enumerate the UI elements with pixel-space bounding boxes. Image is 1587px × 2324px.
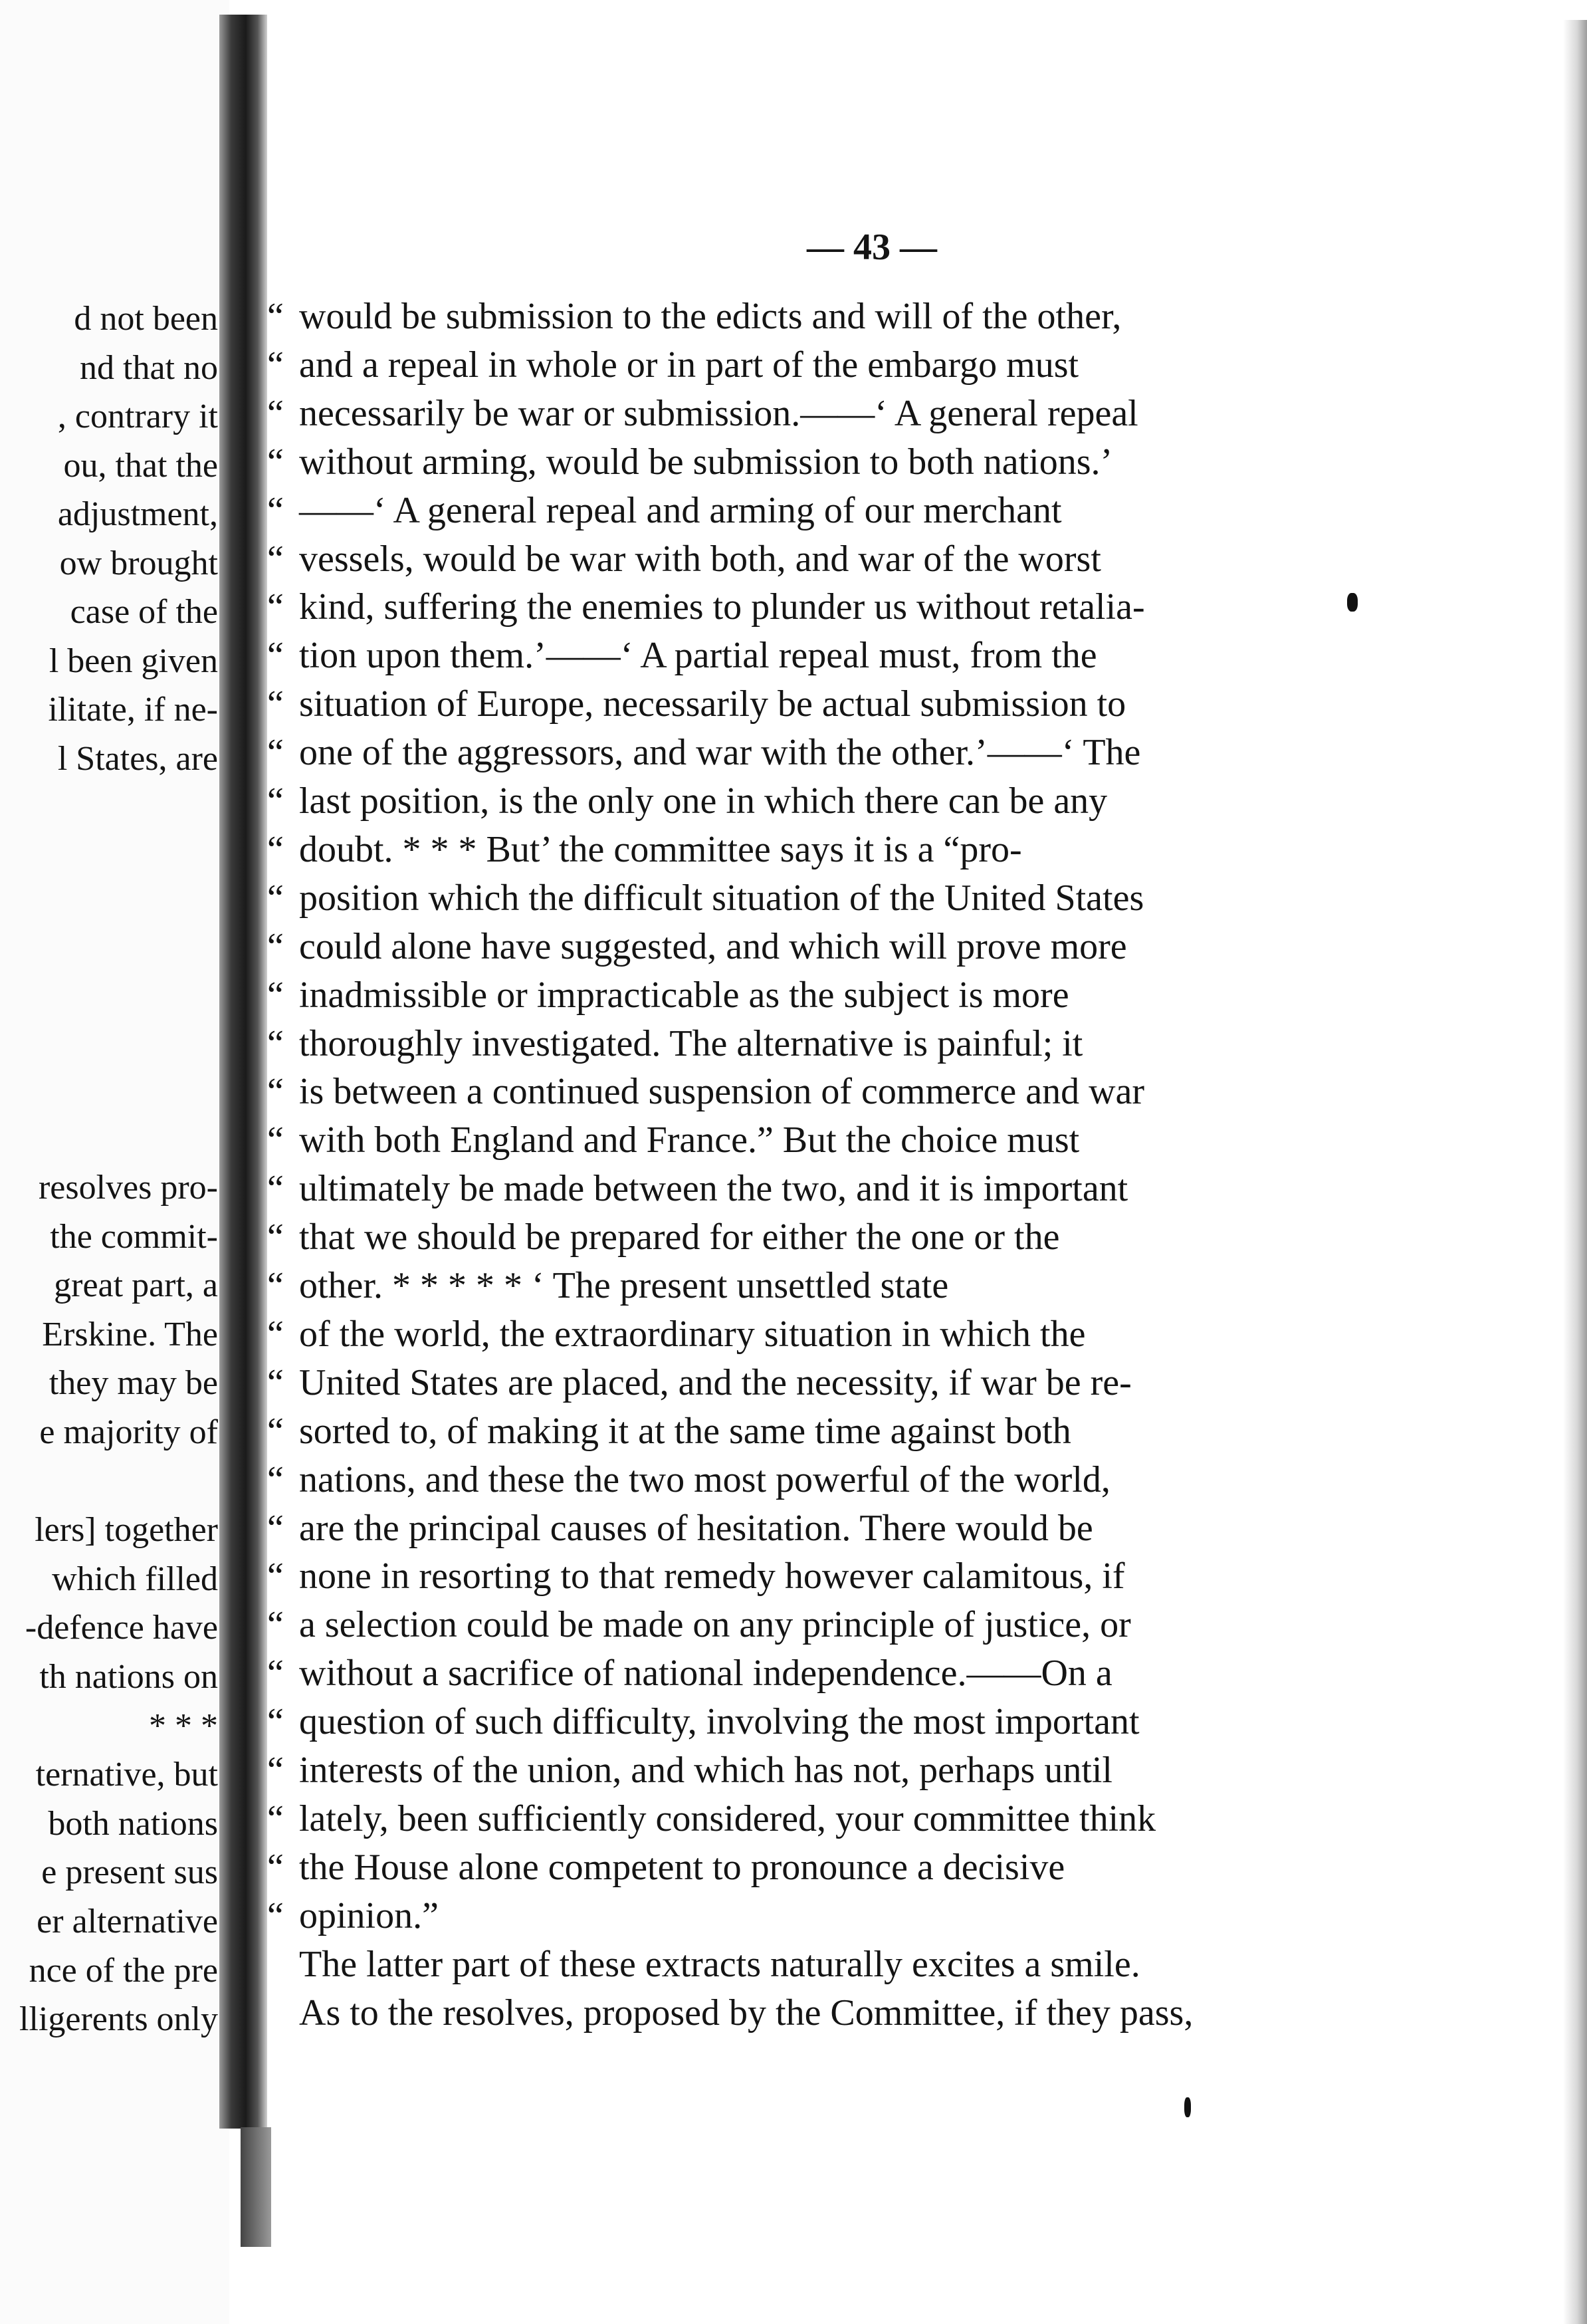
facing-page-line: th nations on: [39, 1658, 218, 1696]
text-line: [267, 680, 1291, 728]
quote-mark: “: [267, 1846, 284, 1888]
text-line: [267, 1359, 1291, 1407]
text-line: [267, 1649, 1291, 1697]
line-text: would be submission to the edicts and will of the other,: [299, 296, 1122, 337]
text-line: [267, 1940, 1291, 1988]
quote-mark: “: [267, 1217, 284, 1258]
text-line: [267, 1068, 1291, 1115]
facing-page-line: adjustment,: [57, 495, 218, 533]
line-text: last position, is the only one in which there can be any: [299, 780, 1108, 822]
text-line: [267, 1746, 1291, 1794]
text-line: [267, 1552, 1291, 1600]
facing-page-line: d not been: [74, 300, 218, 338]
line-text: one of the aggressors, and war with the other.’——‘ The: [299, 732, 1141, 774]
quote-mark: “: [267, 1458, 284, 1500]
facing-page-line: case of the: [70, 593, 218, 631]
text-line: [267, 632, 1291, 679]
facing-page: [0, 0, 229, 2324]
quote-mark: “: [267, 1313, 284, 1355]
line-text: other. * * * * * ‘ The present unsettled state: [299, 1265, 949, 1306]
page-number: — 43 —: [807, 227, 937, 268]
text-line: [267, 1504, 1291, 1552]
text-line: [267, 1601, 1291, 1649]
text-line: [267, 874, 1291, 922]
quote-mark: “: [267, 877, 284, 919]
book-gutter-shadow: [219, 15, 267, 2129]
quote-mark: “: [267, 489, 284, 531]
text-line: [267, 1795, 1291, 1843]
line-text: doubt. * * * But’ the committee says it is a “pro-: [299, 828, 1022, 870]
facing-page-line: Erskine. The: [42, 1315, 218, 1353]
text-line: [267, 777, 1291, 825]
quote-mark: “: [267, 1361, 284, 1403]
line-text: ultimately be made between the two, and it is important: [299, 1168, 1128, 1210]
line-text: vessels, would be war with both, and war of the worst: [299, 538, 1101, 580]
quote-mark: “: [267, 925, 284, 967]
facing-page-line: the commit-: [50, 1217, 218, 1256]
facing-page-line: which filled: [52, 1560, 218, 1598]
facing-page-line: -defence have: [25, 1609, 218, 1647]
text-line: [267, 341, 1291, 389]
text-line: [267, 1843, 1291, 1891]
text-line: [267, 971, 1291, 1019]
line-text: interests of the union, and which has not, perhaps until: [299, 1750, 1112, 1791]
page-edge-shadow: [1563, 20, 1587, 2324]
quote-mark: “: [267, 1701, 284, 1743]
line-text: question of such difficulty, involving the most important: [299, 1701, 1140, 1743]
quote-mark: “: [267, 441, 284, 483]
quote-mark: “: [267, 1168, 284, 1210]
text-line: [267, 1165, 1291, 1213]
quote-mark: “: [267, 586, 284, 628]
facing-page-line: nce of the pre: [29, 1951, 218, 1990]
quote-mark: “: [267, 1604, 284, 1646]
text-line: [267, 1892, 1291, 1940]
facing-page-line: lers] together: [35, 1511, 218, 1550]
line-text: that we should be prepared for either the one or the: [299, 1217, 1060, 1258]
facing-page-line: e present sus: [41, 1853, 218, 1892]
facing-page-line: ilitate, if ne-: [48, 691, 218, 729]
text-line: [267, 292, 1291, 340]
line-text: a selection could be made on any principle of justice, or: [299, 1604, 1131, 1646]
facing-page-line: ou, that the: [63, 446, 218, 485]
line-text: United States are placed, and the necessity, if war be re-: [299, 1361, 1132, 1403]
line-text: kind, suffering the enemies to plunder us without retalia-: [299, 586, 1145, 628]
ink-speck: [1184, 2097, 1191, 2117]
text-line: [267, 923, 1291, 971]
facing-page-line: ow brought: [59, 544, 218, 582]
quote-mark: “: [267, 538, 284, 580]
quote-mark: “: [267, 635, 284, 677]
text-line: [267, 1116, 1291, 1164]
quote-mark: “: [267, 392, 284, 434]
quote-mark: “: [267, 1750, 284, 1791]
line-text: The latter part of these extracts naturally excites a smile.: [299, 1943, 1140, 1985]
line-text: are the principal causes of hesitation. There would be: [299, 1507, 1093, 1549]
quote-mark: “: [267, 1022, 284, 1064]
text-line: [267, 1310, 1291, 1358]
quote-mark: “: [267, 974, 284, 1016]
line-text: without arming, would be submission to both nations.’: [299, 441, 1113, 483]
facing-page-line: lligerents only: [19, 2000, 218, 2039]
line-text: necessarily be war or submission.——‘ A general repeal: [299, 392, 1138, 434]
quote-mark: “: [267, 732, 284, 774]
quote-mark: “: [267, 1119, 284, 1161]
line-text: inadmissible or impracticable as the subject is more: [299, 974, 1069, 1016]
facing-page-line: ternative, but: [35, 1756, 218, 1794]
line-text: opinion.”: [299, 1895, 439, 1936]
line-text: could alone have suggested, and which will prove more: [299, 925, 1127, 967]
line-text: tion upon them.’——‘ A partial repeal must, from the: [299, 635, 1097, 677]
line-text: As to the resolves, proposed by the Committee, if they pass,: [299, 1992, 1194, 2034]
line-text: ——‘ A general repeal and arming of our merchant: [299, 489, 1062, 531]
quote-mark: “: [267, 683, 284, 725]
quote-mark: “: [267, 1798, 284, 1839]
text-line: [267, 535, 1291, 583]
quote-mark: “: [267, 780, 284, 822]
text-line: [267, 1020, 1291, 1068]
line-text: thoroughly investigated. The alternative is painful; it: [299, 1022, 1083, 1064]
quote-mark: “: [267, 296, 284, 337]
line-text: lately, been sufficiently considered, your committee think: [299, 1798, 1156, 1839]
facing-page-line: , contrary it: [57, 398, 218, 435]
facing-page-line: er alternative: [37, 1903, 218, 1940]
facing-page-line: they may be: [49, 1364, 218, 1403]
text-line: [267, 729, 1291, 776]
facing-page-line: great part, a: [54, 1266, 218, 1305]
quote-mark: “: [267, 1507, 284, 1549]
quote-mark: “: [267, 1895, 284, 1936]
facing-page-line: l been given: [49, 641, 218, 680]
line-text: situation of Europe, necessarily be actual submission to: [299, 683, 1126, 725]
text-line: [267, 1456, 1291, 1504]
quote-mark: “: [267, 1410, 284, 1452]
text-line: [267, 438, 1291, 486]
text-line: [267, 1989, 1291, 2037]
line-text: is between a continued suspension of commerce and war: [299, 1071, 1145, 1113]
facing-page-line: resolves pro-: [38, 1169, 218, 1207]
facing-page-line: both nations: [48, 1804, 218, 1843]
quote-mark: “: [267, 1653, 284, 1694]
facing-page-line: * * *: [149, 1706, 218, 1745]
text-line: [267, 826, 1291, 873]
main-page: [267, 0, 1563, 2324]
line-text: position which the difficult situation of the United States: [299, 877, 1144, 919]
facing-page-line: l States, are: [57, 739, 218, 778]
line-text: without a sacrifice of national independence.——On a: [299, 1653, 1112, 1694]
quote-mark: “: [267, 344, 284, 386]
quote-mark: “: [267, 1265, 284, 1306]
line-text: and a repeal in whole or in part of the embargo must: [299, 344, 1079, 386]
text-line: [267, 583, 1291, 631]
text-line: [267, 390, 1291, 437]
text-line: [267, 1407, 1291, 1455]
line-text: sorted to, of making it at the same time against both: [299, 1410, 1071, 1452]
ink-speck: [1347, 593, 1358, 612]
text-line: [267, 1213, 1291, 1261]
facing-page-line: nd that no: [80, 348, 218, 387]
line-text: the House alone competent to pronounce a decisive: [299, 1846, 1065, 1888]
line-text: of the world, the extraordinary situation in which the: [299, 1313, 1086, 1355]
quote-mark: “: [267, 1071, 284, 1113]
quote-mark: “: [267, 1556, 284, 1597]
line-text: nations, and these the two most powerful of the world,: [299, 1458, 1111, 1500]
line-text: with both England and France.” But the choice must: [299, 1119, 1080, 1161]
text-line: [267, 1262, 1291, 1310]
quote-mark: “: [267, 828, 284, 870]
text-line: [267, 487, 1291, 534]
text-line: [267, 1698, 1291, 1746]
line-text: none in resorting to that remedy however calamitous, if: [299, 1556, 1125, 1597]
facing-page-line: e majority of: [39, 1413, 218, 1451]
